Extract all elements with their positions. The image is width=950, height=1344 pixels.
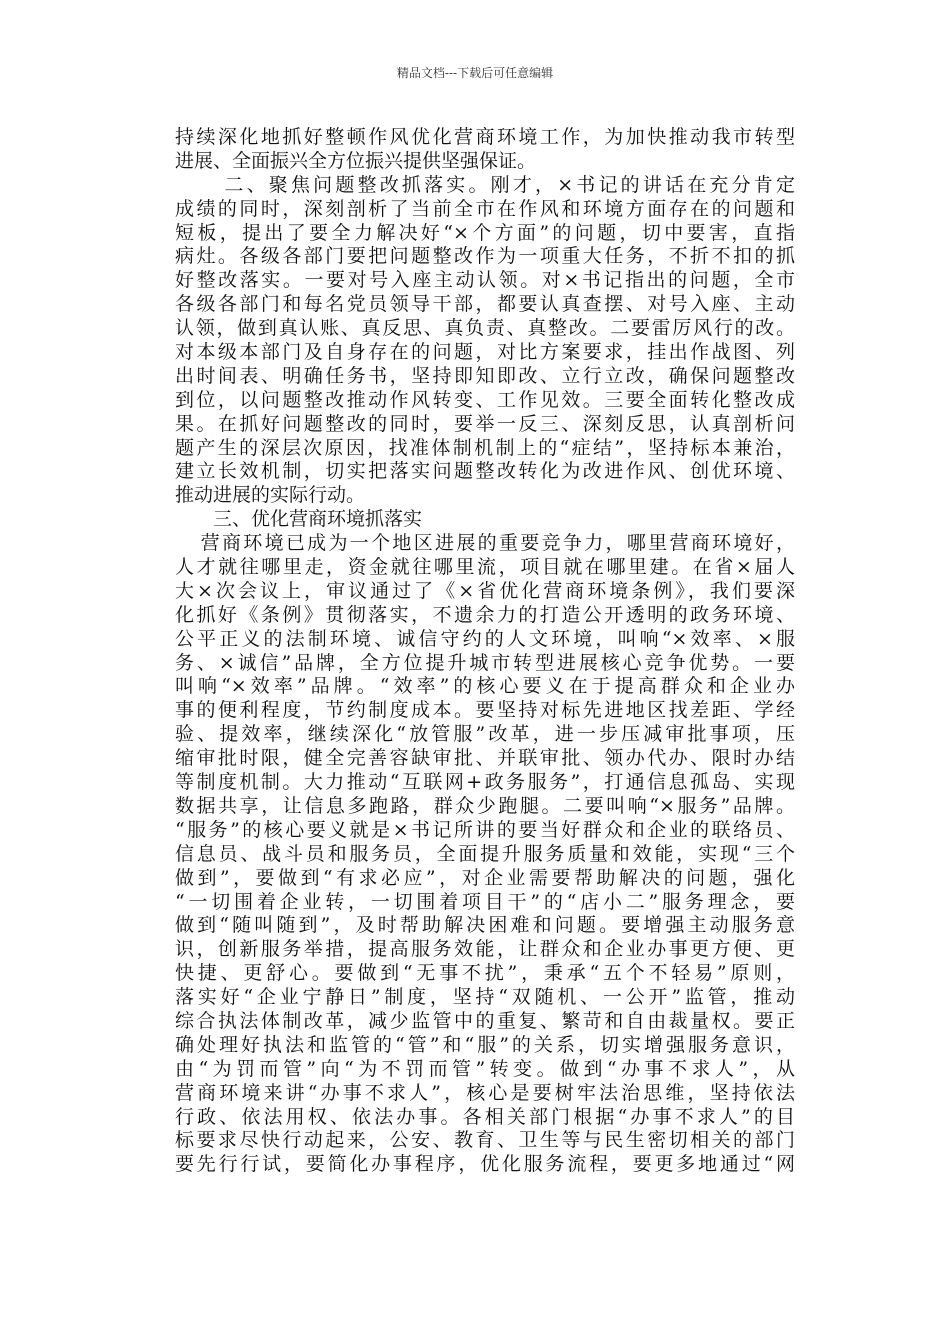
text-line: 公平正义的法制环境、诚信守约的人文环境，叫响“×效率、×服 <box>175 627 795 650</box>
text-line: 到位，以问题整改推动作风转变、工作见效。三要全面转化整改成 <box>175 388 795 411</box>
text-line: 进展、全面振兴全方位振兴提供坚强保证。 <box>175 149 537 172</box>
text-line: 对本级本部门及自身存在的问题，对比方案要求，挂出作战图、列 <box>175 341 795 364</box>
text-line: 各级各部门和每名党员领导干部，都要认真查摆、对号入座、主动 <box>175 293 795 316</box>
text-line: 题产生的深层次原因，找准体制机制上的“症结”，坚持标本兼治， <box>175 436 795 459</box>
text-line: 成绩的同时，深刻剖析了当前全市在作风和环境方面存在的问题和 <box>175 197 795 220</box>
text-line: 快捷、更舒心。要做到“无事不扰”，秉承“五个不轻易”原则， <box>175 962 795 985</box>
document-body <box>175 126 795 1177</box>
text-line: 务、×诚信”品牌，全方位提升城市转型进展核心竞争优势。一要 <box>175 651 795 674</box>
text-line: 叫响“×效率”品牌。“效率”的核心要义在于提高群众和企业办 <box>175 675 795 698</box>
text-line: 识，创新服务举措，提高服务效能，让群众和企业办事更方便、更 <box>175 938 795 961</box>
text-line: 做到“随叫随到”，及时帮助解决困难和问题。要增强主动服务意 <box>175 914 795 937</box>
text-line: 持续深化地抓好整顿作风优化营商环境工作，为加快推动我市转型 <box>175 126 795 148</box>
text-line: 数据共享，让信息多跑路，群众少跑腿。二要叫响“×服务”品牌。 <box>175 794 795 817</box>
text-line: 推动进展的实际行动。 <box>175 484 366 507</box>
text-line: “一切围着企业转，一切围着项目干”的“店小二”服务理念，要 <box>175 890 795 913</box>
text-line: 短板，提出了要全力解决好“×个方面”的问题，切中要害，直指 <box>175 221 795 244</box>
text-line: 标要求尽快行动起来，公安、教育、卫生等与民生密切相关的部门 <box>175 1129 795 1152</box>
text-line: 二、聚焦问题整改抓落实。刚才，×书记的讲话在充分肯定 <box>224 173 795 196</box>
text-line: 果。在抓好问题整改的同时，要举一反三、深刻反思，认真剖析问 <box>175 412 795 435</box>
text-line: 三、优化营商环境抓落实 <box>213 508 423 531</box>
text-line: 化抓好《条例》贯彻落实，不遗余力的打造公开透明的政务环境、 <box>175 603 795 626</box>
text-line: 营商环境已成为一个地区进展的重要竞争力，哪里营商环境好， <box>200 532 795 555</box>
text-line: 营商环境来讲“办事不求人”，核心是要树牢法治思维，坚持依法 <box>175 1081 795 1104</box>
text-line: 验、提效率，继续深化“放管服”改革，进一步压减审批事项，压 <box>175 723 795 746</box>
text-line: 出时间表、明确任务书，坚持即知即改、立行立改，确保问题整改 <box>175 364 795 387</box>
text-line: 事的便利程度，节约制度成本。要坚持对标先进地区找差距、学经 <box>175 699 795 722</box>
text-line: 行政、依法用权、依法办事。各相关部门根据“办事不求人”的目 <box>175 1105 795 1128</box>
text-line: 信息员、战斗员和服务员，全面提升服务质量和效能，实现“三个 <box>175 842 795 865</box>
text-line: 确处理好执法和监管的“管”和“服”的关系，切实增强服务意识， <box>175 1033 795 1056</box>
text-line: 做到”，要做到“有求必应”，对企业需要帮助解决的问题，强化 <box>175 866 795 889</box>
text-line: 综合执法体制改革，减少监管中的重复、繁苛和自由裁量权。要正 <box>175 1009 795 1032</box>
text-line: 大×次会议上，审议通过了《×省优化营商环境条例》，我们要深 <box>175 579 795 602</box>
text-line: 要先行行试，要简化办事程序，优化服务流程，要更多地通过“网 <box>175 1153 795 1176</box>
text-line: 缩审批时限，健全完善容缺审批、并联审批、领办代办、限时办结 <box>175 747 795 770</box>
page-header: 精品文档---下载后可任意编辑 <box>396 66 554 80</box>
text-line: 认领，做到真认账、真反思、真负责、真整改。二要雷厉风行的改。 <box>175 317 795 340</box>
text-line: 人才就往哪里走，资金就往哪里流，项目就在哪里建。在省×届人 <box>175 556 795 579</box>
text-line: 由“为罚而管”向“为不罚而管”转变。做到“办事不求人”，从 <box>175 1057 795 1080</box>
text-line: 病灶。各级各部门要把问题整改作为一项重大任务，不折不扣的抓 <box>175 245 795 268</box>
text-line: 等制度机制。大力推动“互联网+政务服务”，打通信息孤岛、实现 <box>175 771 795 794</box>
text-line: 好整改落实。一要对号入座主动认领。对×书记指出的问题，全市 <box>175 269 795 292</box>
text-line: 落实好“企业宁静日”制度，坚持“双随机、一公开”监管，推动 <box>175 986 795 1009</box>
text-line: 建立长效机制，切实把落实问题整改转化为改进作风、创优环境、 <box>175 460 795 483</box>
text-line: “服务”的核心要义就是×书记所讲的要当好群众和企业的联络员、 <box>175 818 795 841</box>
